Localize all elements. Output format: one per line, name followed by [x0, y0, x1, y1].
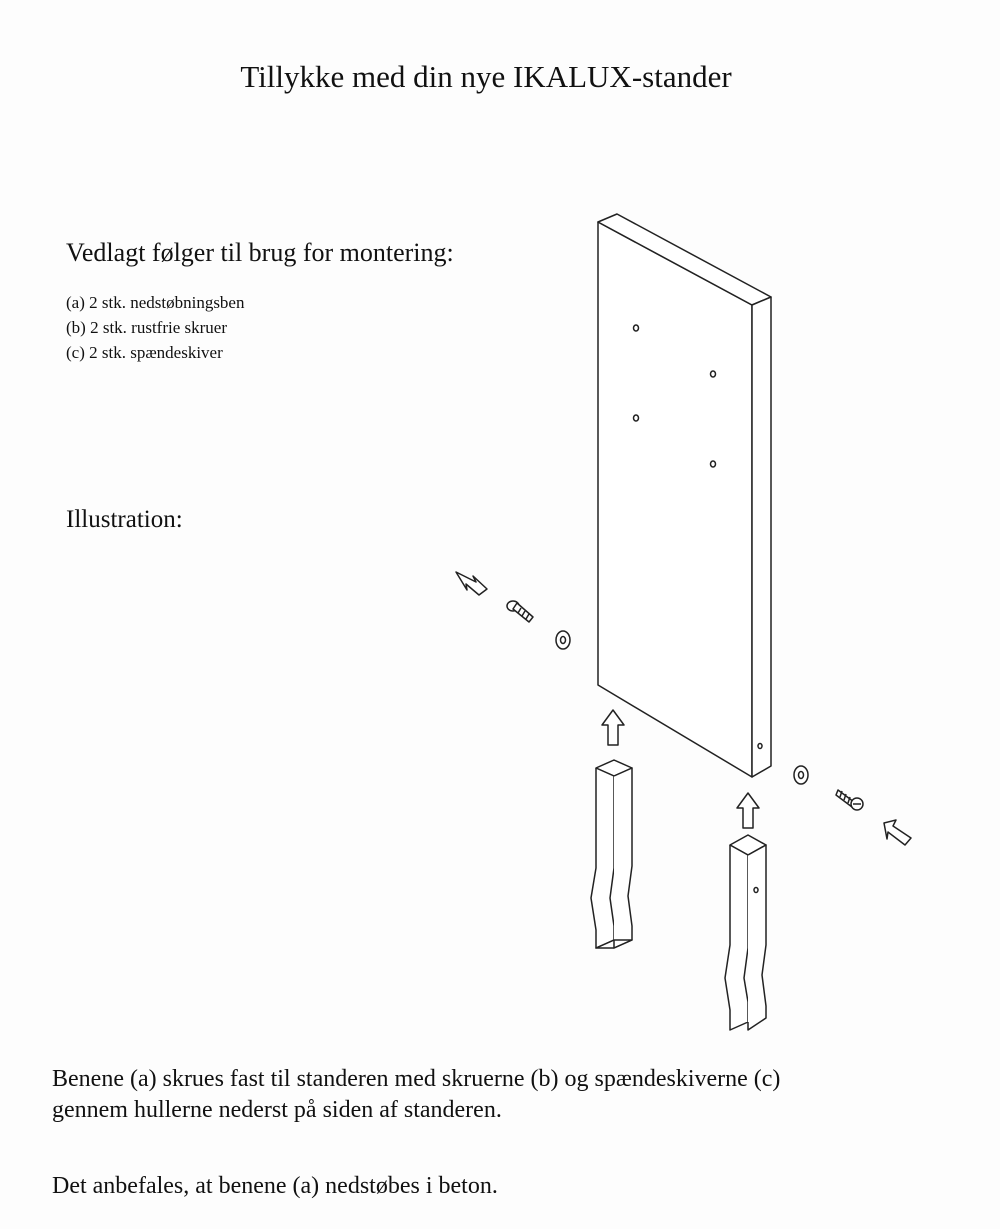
arrow-left-icon: [884, 820, 911, 845]
instruction-line: gennem hullerne nederst på siden af standeren.: [52, 1097, 502, 1123]
illustration-label: Illustration:: [66, 506, 183, 533]
list-item: (b) 2 stk. rustfrie skruer: [66, 318, 227, 337]
arrow-up-icon: [737, 793, 759, 828]
instruction-line: Benene (a) skrues fast til standeren med skruerne (b) og spændeskiverne (c): [52, 1066, 781, 1092]
stand-panel: [598, 214, 771, 777]
list-item: (a) 2 stk. nedstøbningsben: [66, 293, 245, 312]
page-title: Tillykke med din nye IKALUX-stander: [240, 59, 732, 94]
parts-list: [66, 290, 244, 365]
contents-heading: Vedlagt følger til brug for montering:: [66, 238, 454, 267]
washer-icon: [556, 631, 570, 649]
screw-icon: [507, 601, 533, 622]
leg-right: [725, 835, 766, 1030]
washer-icon: [794, 766, 808, 784]
assembly-illustration: [440, 200, 980, 1040]
leg-left: [591, 760, 632, 948]
list-item: (c) 2 stk. spændeskiver: [66, 343, 223, 362]
arrow-right-icon: [456, 572, 487, 595]
assembly-instructions: [52, 1064, 972, 1126]
arrow-up-icon: [602, 710, 624, 745]
screw-icon: [836, 790, 863, 810]
recommendation-text: Det anbefales, at benene (a) nedstøbes i beton.: [52, 1173, 498, 1199]
